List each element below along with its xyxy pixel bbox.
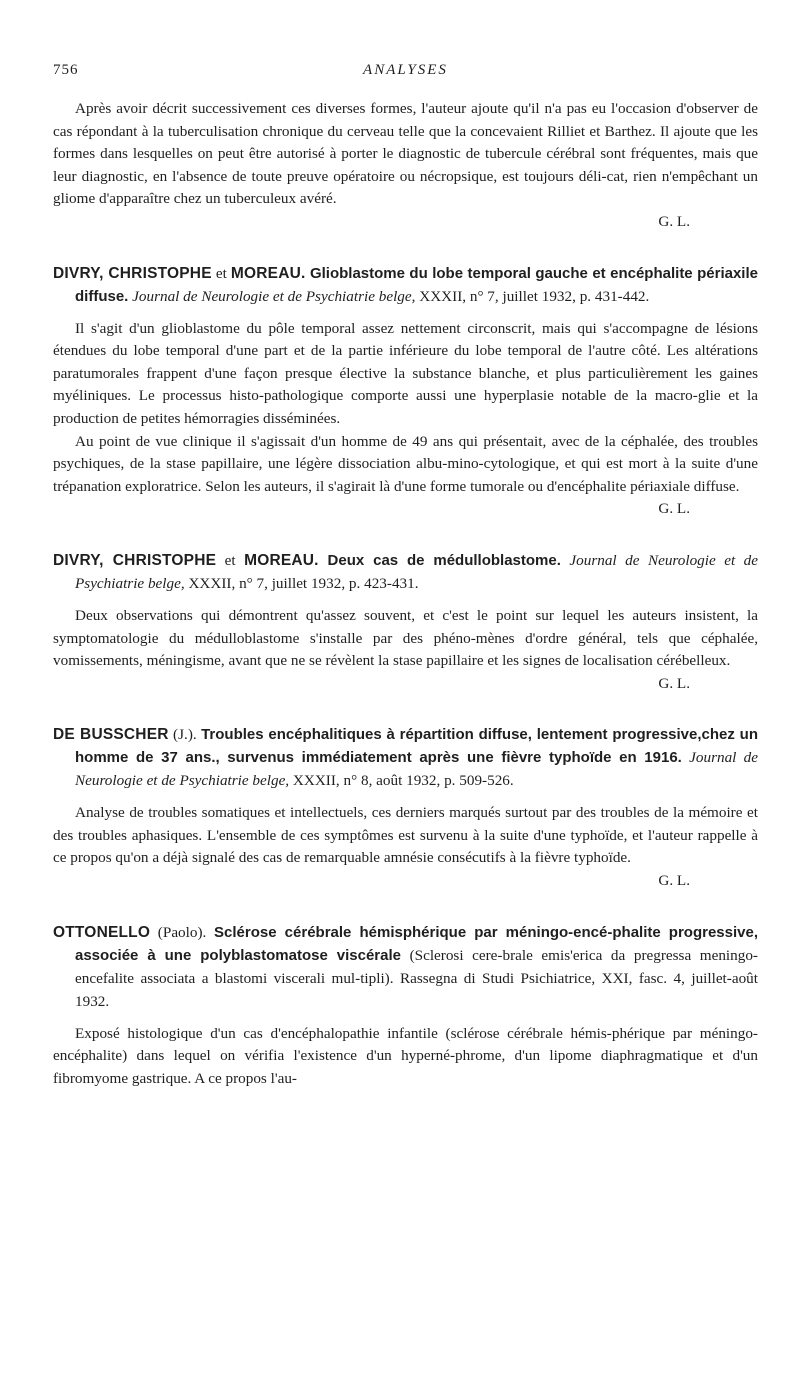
entry-1-paragraph-1: Il s'agit d'un glioblastome du pôle temporal assez nettement circonscrit, mais qui s'accompagne de lésions étendues du lobe temporal d'une part et de la partie inférieure du lobe temporal de l'autre côté. Les altérations paratumorales frappent d'une façon presque élective la substance blanche, et plus particulièrement les gaines myéliniques. Le processus histo-pathologique comporte aussi une hyperplasie notable de la macro-glie et la production de petites hémorragies disséminées. [53,319,758,427]
entry-2-paragraph-1: Deux observations qui démontrent qu'assez souvent, et c'est le point sur lequel les auteurs insistent, la symptomatologie du médulloblastome s'installe par des phéno-mènes d'ordre général, tels que céphalée, vomissements, méningisme, avant que ne se révèlent la stase papillaire et les signes de localisation cérébelleux. [53,606,758,670]
entry-4-heading [53,921,758,1013]
entry-4-citation: (Sclerosi cere-brale emis'erica da pregressa meningo-encefalite associata a blastomi viscerali mul-tipli). Rassegna di Studi Psichiatrice, XXI, fasc. 4, juillet-août 1932. [75,946,758,1010]
entry-1-journal: Journal de Neurologie et de Psychiatrie belge, [128,287,416,305]
page-number: 756 [53,62,79,78]
entry-1-paragraph-2: Au point de vue clinique il s'agissait d'un homme de 49 ans qui présentait, avec de la céphalée, des troubles psychiques, de la stase papillaire, une légère dissociation albu-mino-cytologique, et qui est mort à la suite d'une trépanation exploratrice. Selon les auteurs, il s'agirait là d'une forme tumorale ou d'encéphalite périaxiale diffuse. [53,432,758,495]
entry-2-author-join: et [216,551,245,569]
entry-3-author-join: (J.). [168,726,202,744]
entry-4-authors: OTTONELLO [53,923,151,941]
entry-1-author-join: et [211,264,231,282]
entry-3-paragraph-1: Analyse de troubles somatiques et intellectuels, ces derniers marqués surtout par des troubles de la mémoire et des troubles aphasiques. L'ensemble de ces symptômes est survenu à la suite d'une typhoïde, et l'auteur rappelle à ce propos qu'on a déjà signalé des cas de remarquable amnésie consécutifs à la fièvre typhoïde. [53,804,758,867]
entry-2-journal: Journal de Neurologie et de Psychiatrie belge, [75,551,759,592]
entry-2-authors-2: MOREAU. [244,551,319,569]
entry-2-citation: XXXII, n° 7, juillet 1932, p. 423-431. [184,574,419,592]
entry-1-citation: XXXII, n° 7, juillet 1932, p. 431-442. [415,287,650,305]
running-title: ANALYSES [363,62,448,78]
entry-3-signature: G. L. [658,872,690,890]
entry-1-title: Glioblastome du lobe temporal gauche et encéphalite périaxile diffuse. [75,264,758,305]
page-content [53,98,758,1090]
entry-2-signature: G. L. [658,674,690,692]
entry-3-citation: XXXII, n° 8, août 1932, p. 509-526. [289,772,514,790]
entry-4-title: Sclérose cérébrale hémisphérique par méningo-encé-phalite progressive, associée à une polyblastomatose viscérale [75,923,759,964]
entry-4-author-join: (Paolo). [150,923,215,941]
entry-2-authors: DIVRY, CHRISTOPHE [53,551,217,569]
entry-1-signature: G. L. [658,500,690,518]
entry-2-heading [53,549,758,595]
entry-3-title: Troubles encéphalitiques à répartition diffuse, lentement progressive,chez un homme de 37 ans., survenus immédiatement après une fièvre typhoïde en 1916. [75,726,758,767]
entry-3-authors: DE BUSSCHER [53,726,169,744]
entry-1-heading [53,262,758,308]
entry-3-journal: Journal de Neurologie et de Psychiatrie belge, [75,749,758,790]
entry-4-paragraph-1: Exposé histologique d'un cas d'encéphalopathie infantile (sclérose cérébrale hémis-phérique par méningo-encéphalite) dans lequel on vérifia l'existence d'un hyperné-phrome, d'un lipome diaphragmatique et d'un fibromyome gastrique. A ce propos l'au- [53,1024,758,1087]
entry-3-heading [53,723,758,792]
entry-1-authors-2: MOREAU. [230,264,306,282]
intro-signature: G. L. [658,212,690,230]
intro-paragraph: Après avoir décrit successivement ces diverses formes, l'auteur ajoute qu'il n'a pas eu l'occasion d'observer de cas répondant à la tuberculisation chronique du cerveau telle que la concevaient Rilliet et Barthez. Il ajoute que les formes dans lesquelles on peut être autorisé à porter le diagnostic de tubercule cérébral sont fréquentes, mais que leur diagnostic, en l'absence de toute preuve opératoire ou nécropsique, est toujours déli-cat, rien n'empêchant un gliome d'apparaître chez un tuberculeux avéré. [53,100,758,208]
entry-2-title: Deux cas de médulloblastome. [318,551,561,569]
page-header [53,0,758,78]
entry-1-authors: DIVRY, CHRISTOPHE [53,264,212,282]
